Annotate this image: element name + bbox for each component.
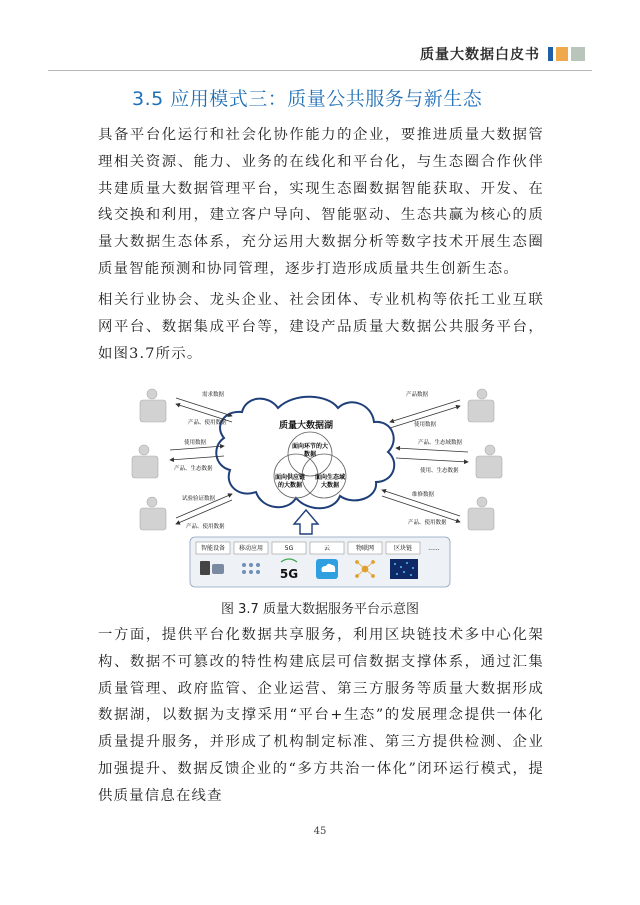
venn-left-line1: 面向供应链 bbox=[274, 474, 306, 481]
tech-label-blockchain: 区块链 bbox=[393, 545, 413, 552]
left-label-3: 使用数据 bbox=[184, 440, 207, 446]
tech-label-iot: 物联网 bbox=[355, 545, 375, 552]
5g-icon: 5G bbox=[279, 567, 299, 581]
venn-right-line1: 面向生态域 bbox=[314, 474, 346, 481]
venn-top-line2: 数据 bbox=[303, 451, 317, 458]
right-label-5: 维修数据 bbox=[412, 492, 435, 498]
right-people-group-icon bbox=[468, 389, 502, 530]
tech-label-5g: 5G bbox=[284, 545, 294, 552]
right-label-6: 产品、使用数据 bbox=[408, 520, 447, 526]
tech-label-smart-device: 智能设备 bbox=[200, 545, 226, 552]
cloud-title: 质量大数据湖 bbox=[278, 421, 334, 431]
paragraph-3: 一方面，提供平台化数据共享服务，利用区块链技术多中心化架构、数据不可篡改的特性构建底层可信数据支撑体系，通过汇集质量管理、政府监管、企业运营、第三方服务等质量大数据形成数据湖，以数据为支撑采用“平台+生态”的发展理念提供一体化质量提升服务，并形成了机构制定标准、第三方提供检测、企业加强提升、数据反馈企业的“多方共治一体化”闭环运行模式，提供质量信息在线查 bbox=[98, 627, 544, 804]
right-label-4: 使用、生态数据 bbox=[420, 468, 459, 474]
page-number: 45 bbox=[313, 826, 327, 837]
left-label-1: 需求数据 bbox=[202, 392, 225, 398]
header-title: 质量大数据白皮书 bbox=[420, 47, 540, 63]
paragraph-2: 相关行业协会、龙头企业、社会团体、专业机构等依托工业互联网平台、数据集成平台等，建设产品质量大数据公共服务平台，如图3.7所示。 bbox=[98, 292, 544, 362]
left-label-4: 产品、生态数据 bbox=[174, 466, 213, 472]
tech-label-cloud: 云 bbox=[323, 545, 331, 552]
header-orange-square bbox=[556, 47, 568, 61]
right-arrows bbox=[382, 400, 468, 522]
up-arrow-icon bbox=[294, 510, 318, 534]
right-label-2: 使用数据 bbox=[414, 422, 437, 428]
header-gray-square bbox=[571, 47, 585, 61]
section-title: 3.5 应用模式三：质量公共服务与新生态 bbox=[132, 88, 483, 110]
tech-label-mobile-app: 移动应用 bbox=[238, 545, 264, 552]
header-blue-bar bbox=[548, 47, 553, 61]
blockchain-icon bbox=[390, 559, 418, 579]
right-label-3: 产品、生态域数据 bbox=[418, 440, 463, 446]
left-label-5: 试验验证数据 bbox=[182, 496, 216, 502]
figure-caption: 图 3.7 质量大数据服务平台示意图 bbox=[221, 602, 419, 617]
left-people-group-icon bbox=[132, 389, 166, 530]
venn-right-line2: 大数据 bbox=[320, 482, 340, 489]
right-label-1: 产品数据 bbox=[406, 392, 429, 398]
tech-label-more: ...... bbox=[428, 545, 440, 552]
platform-diagram-svg bbox=[128, 386, 512, 590]
left-label-2: 产品、使用数据 bbox=[188, 420, 227, 426]
platform-diagram bbox=[128, 386, 512, 590]
paragraph-1: 具备平台化运行和社会化协作能力的企业，要推进质量大数据管理相关资源、能力、业务的在线化和平台化，与生态圈合作伙伴共建质量大数据管理平台，实现生态圈数据智能获取、开发、在线交换和利用，建立客户导向、智能驱动、生态共赢为核心的质量大数据生态体系，充分运用大数据分析等数字技术开展生态圈质量智能预测和协同管理，逐步打造形成质量共生创新生态。 bbox=[98, 127, 544, 277]
header-divider bbox=[48, 70, 592, 71]
venn-top-line1: 面向环节的大 bbox=[291, 443, 329, 450]
page-header bbox=[0, 0, 640, 70]
venn-left-line2: 的大数据 bbox=[277, 482, 303, 489]
left-label-6: 产品、使用数据 bbox=[186, 524, 225, 530]
cloud-icon bbox=[316, 559, 338, 579]
